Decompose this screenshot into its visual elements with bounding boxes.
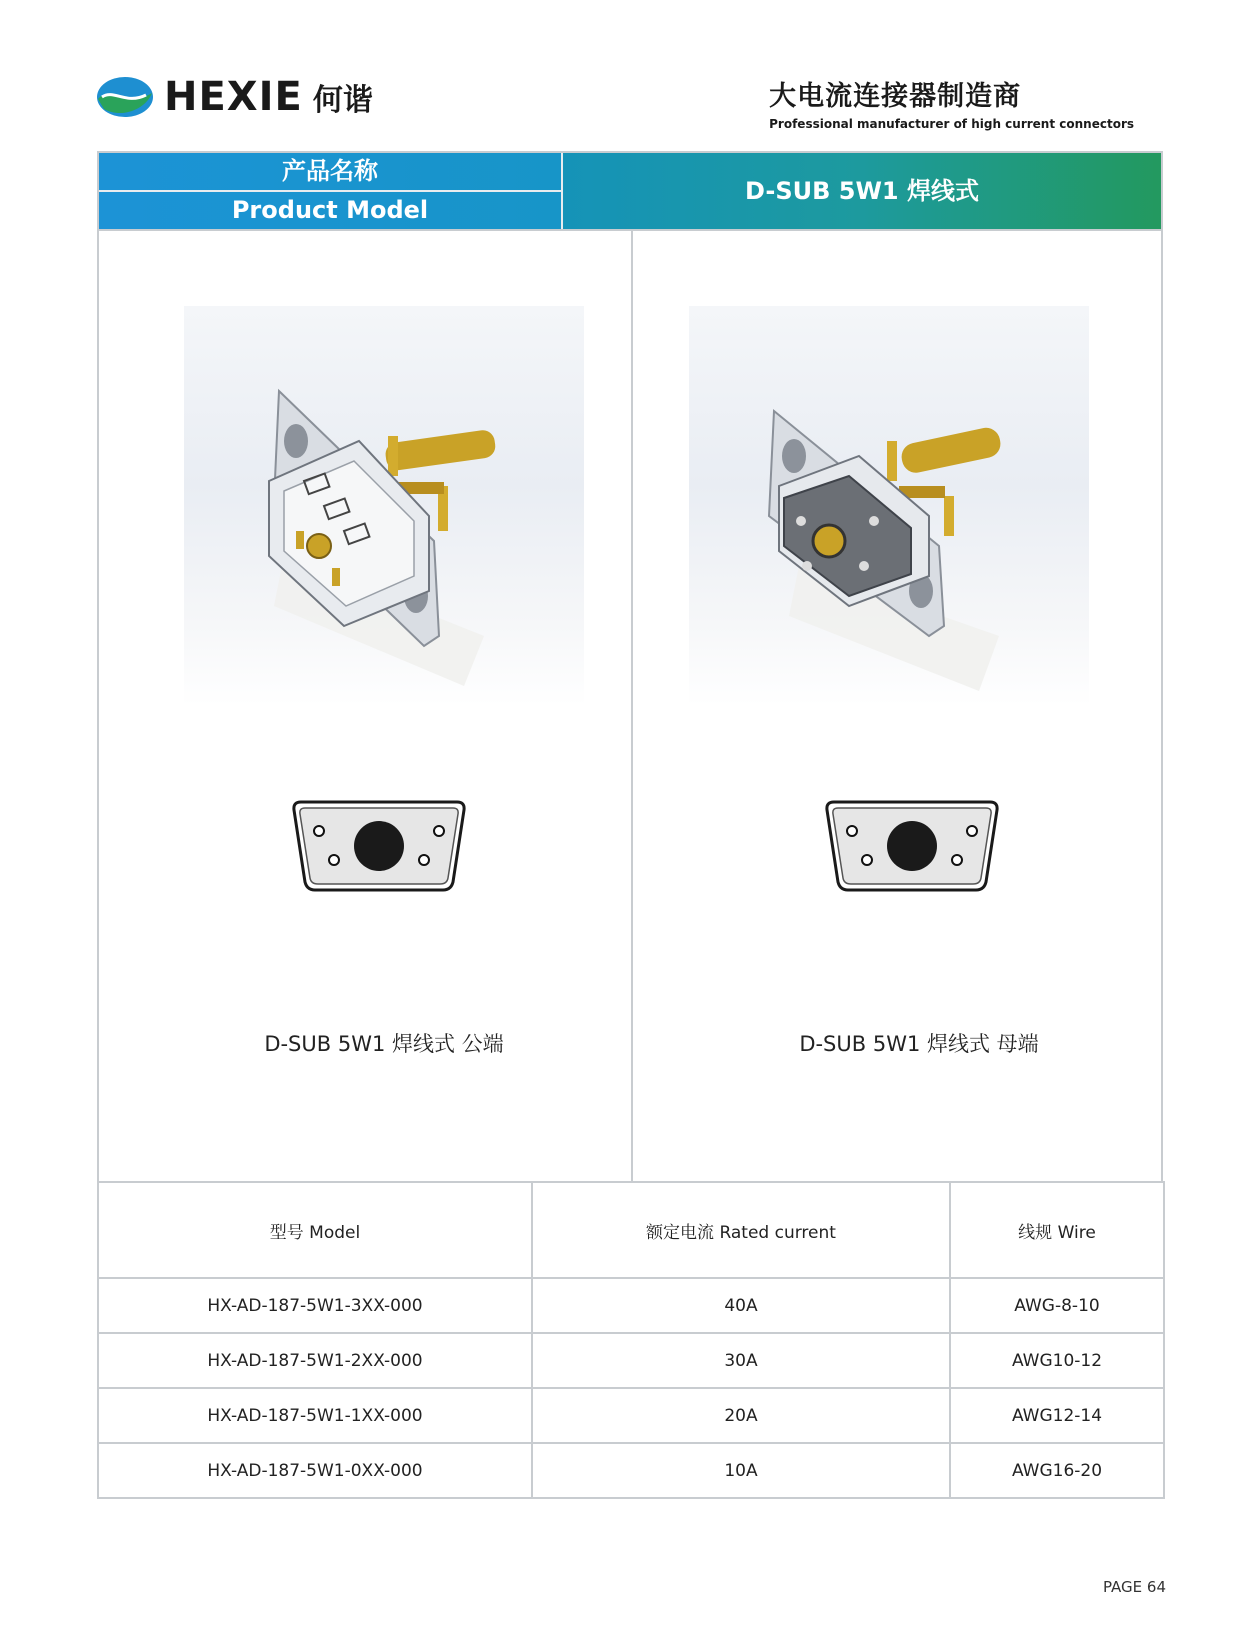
- product-panel: [97, 231, 1163, 1181]
- tagline-cn: 大电流连接器制造商: [769, 81, 1022, 112]
- female-connector-photo: [689, 306, 1089, 706]
- cell-model: HX-AD-187-5W1-0XX-000: [98, 1443, 532, 1498]
- table-row: [98, 1278, 1164, 1333]
- table-row: [98, 1443, 1164, 1498]
- cell-model: HX-AD-187-5W1-3XX-000: [98, 1278, 532, 1333]
- spec-table: [97, 1181, 1165, 1499]
- cell-current: 20A: [532, 1388, 950, 1443]
- table-row: [98, 1388, 1164, 1443]
- female-connector-render-icon: [689, 306, 1089, 706]
- table-row: [98, 1333, 1164, 1388]
- cell-wire: AWG12-14: [950, 1388, 1164, 1443]
- tagline: [769, 74, 1134, 131]
- hexie-logo-icon: [96, 75, 154, 119]
- cell-wire: AWG16-20: [950, 1443, 1164, 1498]
- table-header-row: [98, 1182, 1164, 1278]
- dsub-face-male-icon: [289, 798, 469, 894]
- cell-current: 10A: [532, 1443, 950, 1498]
- col-header-current: 额定电流 Rated current: [532, 1182, 950, 1278]
- panel-divider: [631, 231, 633, 1181]
- brand-name-cn: 何谐: [312, 83, 373, 118]
- product-title-bar: [97, 151, 1163, 231]
- cell-wire: AWG10-12: [950, 1333, 1164, 1388]
- male-connector-render-icon: [184, 306, 584, 706]
- cell-current: 40A: [532, 1278, 950, 1333]
- tagline-en: Professional manufacturer of high current connectors: [769, 117, 1134, 131]
- product-model-en: Product Model: [99, 192, 561, 229]
- company-logo: [96, 72, 373, 122]
- col-header-model: 型号 Model: [98, 1182, 532, 1278]
- product-name-cn: 产品名称: [99, 153, 561, 190]
- female-face-view: [822, 798, 1002, 894]
- cell-model: HX-AD-187-5W1-1XX-000: [98, 1388, 532, 1443]
- product-model-value: D-SUB 5W1 焊线式: [563, 153, 1161, 229]
- cell-model: HX-AD-187-5W1-2XX-000: [98, 1333, 532, 1388]
- male-connector-photo: [184, 306, 584, 706]
- page-number: PAGE 64: [1102, 1578, 1166, 1596]
- female-caption: D-SUB 5W1 焊线式 母端: [799, 1032, 1039, 1056]
- product-model-label: [99, 153, 561, 229]
- cell-current: 30A: [532, 1333, 950, 1388]
- brand-name: HEXIE: [164, 74, 303, 120]
- male-caption: D-SUB 5W1 焊线式 公端: [264, 1032, 504, 1056]
- cell-wire: AWG-8-10: [950, 1278, 1164, 1333]
- dsub-face-female-icon: [822, 798, 1002, 894]
- col-header-wire: 线规 Wire: [950, 1182, 1164, 1278]
- male-face-view: [289, 798, 469, 894]
